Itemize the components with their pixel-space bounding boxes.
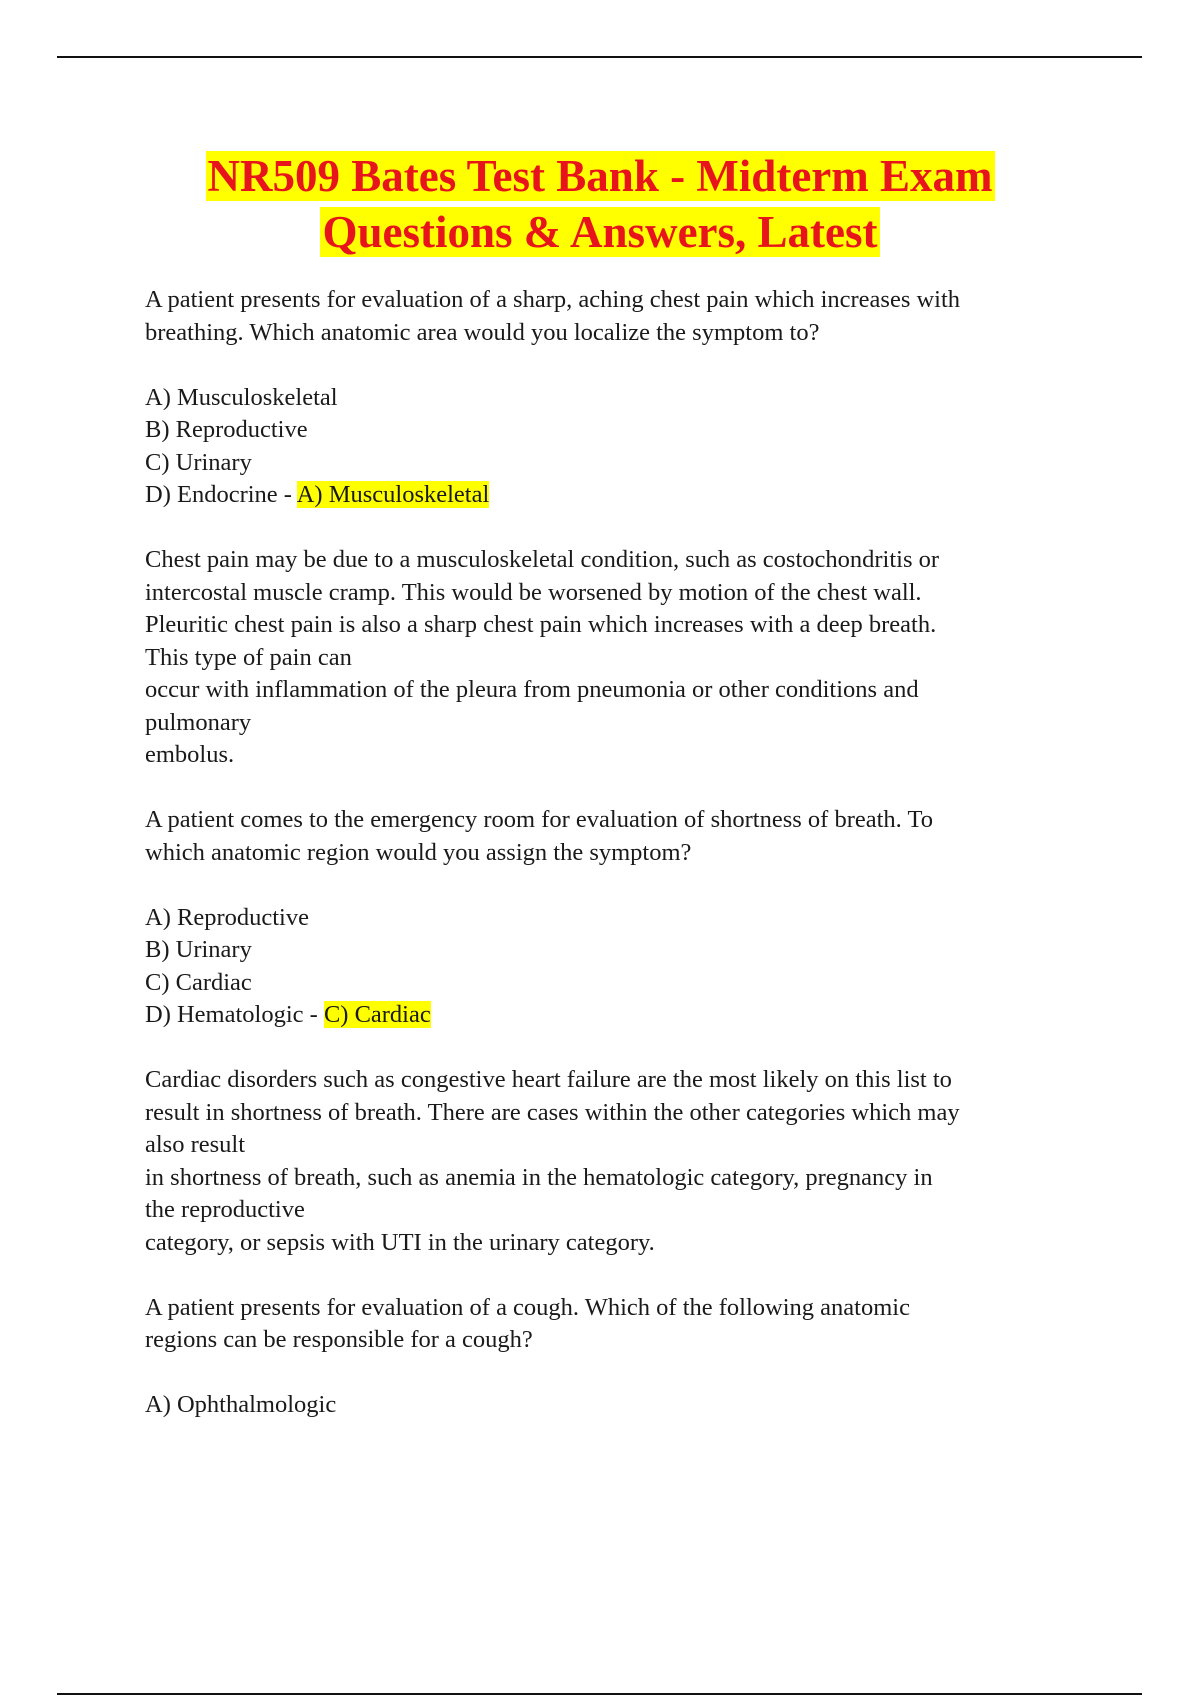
question-1-rationale-line: embolus. bbox=[145, 741, 235, 768]
page-title-line-2: Questions & Answers, Latest bbox=[322, 207, 878, 257]
document-body bbox=[145, 284, 1095, 1422]
question-2-option-c: C) Cardiac bbox=[145, 968, 252, 996]
question-1-rationale-line: intercostal muscle cramp. This would be worsened by motion of the chest wall. bbox=[145, 578, 922, 606]
question-2-answer: C) Cardiac bbox=[323, 1001, 431, 1028]
question-1-rationale-line: pulmonary bbox=[145, 708, 252, 736]
question-2 bbox=[145, 804, 1095, 1259]
question-2-stem-line-1: A patient comes to the emergency room for evaluation of shortness of breath. To bbox=[145, 806, 933, 833]
question-3-option-a: A) Ophthalmologic bbox=[145, 1391, 337, 1418]
question-3-stem-line-1: A patient presents for evaluation of a cough. Which of the following anatomic bbox=[145, 1293, 910, 1321]
question-2-rationale-line: also result bbox=[145, 1131, 246, 1158]
question-1-option-a: A) Musculoskeletal bbox=[145, 383, 338, 411]
question-2-option-d: D) Hematologic - bbox=[145, 1001, 324, 1028]
question-2-rationale-line: result in shortness of breath. There are cases within the other categories which may bbox=[145, 1098, 960, 1126]
question-2-rationale-line: in shortness of breath, such as anemia in the hematologic category, pregnancy in bbox=[145, 1163, 933, 1191]
question-3 bbox=[145, 1292, 1095, 1422]
question-1-rationale-line: Chest pain may be due to a musculoskeletal condition, such as costochondritis or bbox=[145, 546, 940, 573]
bottom-rule bbox=[57, 1693, 1142, 1695]
question-1-rationale-line: Pleuritic chest pain is also a sharp chest pain which increases with a deep breath. bbox=[145, 611, 937, 638]
question-1 bbox=[145, 284, 1095, 772]
question-1-answer: A) Musculoskeletal bbox=[296, 481, 490, 508]
question-2-option-a: A) Reproductive bbox=[145, 903, 309, 931]
question-1-stem-line-2: breathing. Which anatomic area would you localize the symptom to? bbox=[145, 318, 820, 346]
page-title bbox=[0, 148, 1200, 260]
page-title-line-1: NR509 Bates Test Bank - Midterm Exam bbox=[207, 151, 993, 201]
question-1-option-d-line bbox=[145, 479, 1095, 512]
question-3-stem-line-2: regions can be responsible for a cough? bbox=[145, 1326, 533, 1353]
top-rule bbox=[57, 56, 1142, 58]
question-1-stem-line-1: A patient presents for evaluation of a sharp, aching chest pain which increases with bbox=[145, 286, 961, 313]
question-1-option-c: C) Urinary bbox=[145, 448, 252, 476]
question-2-rationale-line: the reproductive bbox=[145, 1196, 305, 1223]
question-2-stem-line-2: which anatomic region would you assign the symptom? bbox=[145, 838, 692, 866]
question-2-option-b: B) Urinary bbox=[145, 936, 252, 963]
question-2-rationale-line: category, or sepsis with UTI in the urinary category. bbox=[145, 1228, 655, 1256]
question-2-option-d-line bbox=[145, 999, 1095, 1032]
question-1-option-d: D) Endocrine - bbox=[145, 481, 297, 508]
question-1-option-b: B) Reproductive bbox=[145, 416, 308, 443]
question-2-rationale-line: Cardiac disorders such as congestive heart failure are the most likely on this list to bbox=[145, 1066, 952, 1093]
question-1-rationale-line: This type of pain can bbox=[145, 643, 352, 671]
question-1-rationale-line: occur with inflammation of the pleura from pneumonia or other conditions and bbox=[145, 676, 919, 703]
